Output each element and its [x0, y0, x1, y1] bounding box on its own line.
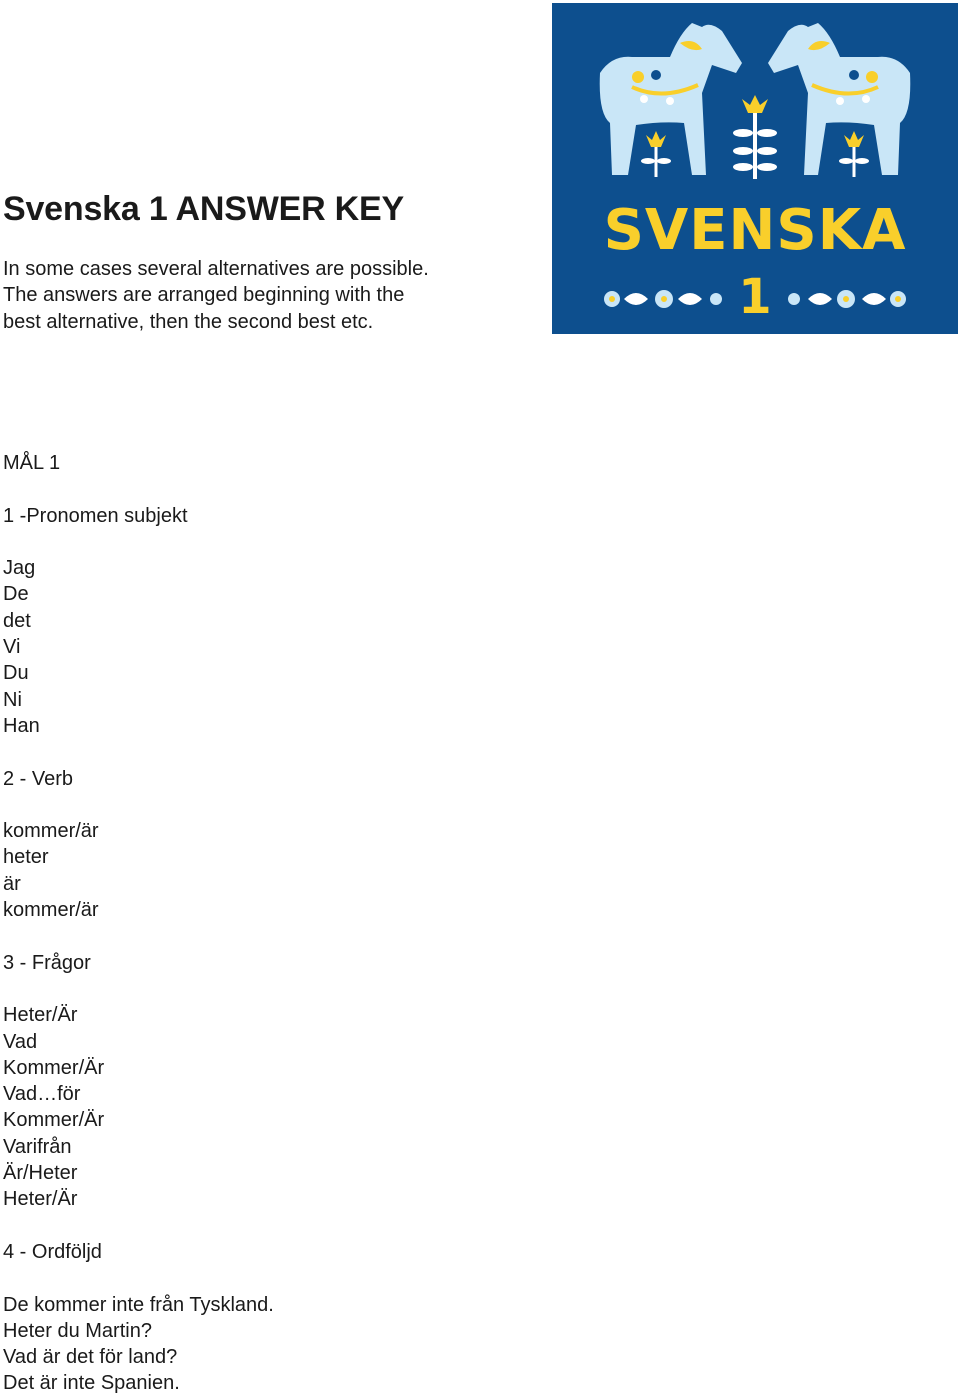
small-flower-icon	[641, 131, 671, 177]
section-heading: 4 - Ordföljd	[3, 1240, 102, 1263]
page-title: Svenska 1 ANSWER KEY	[3, 190, 404, 228]
intro-line: The answers are arranged beginning with the	[3, 284, 405, 307]
answer-item: De	[3, 583, 29, 606]
left-dala-horse-icon	[600, 23, 742, 175]
answer-item: heter	[3, 846, 49, 869]
section-heading: 2 - Verb	[3, 767, 74, 790]
answer-item: kommer/är	[3, 820, 99, 843]
intro-paragraph	[3, 256, 523, 335]
answer-item: Är/Heter	[3, 1162, 78, 1185]
answer-item: Vad…för	[3, 1083, 81, 1106]
center-flower-icon	[733, 95, 777, 179]
intro-line: In some cases several alternatives are possible.	[3, 258, 429, 280]
answer-item: Heter du Martin?	[3, 1319, 152, 1342]
goal-heading: MÅL 1	[3, 452, 61, 474]
answer-item: Heter/Är	[3, 1004, 78, 1027]
answer-item: Heter/Är	[3, 1188, 78, 1211]
logo-wordmark: SVENSKA	[603, 198, 907, 263]
answer-item: är	[3, 872, 21, 895]
answer-item: Det är inte Spanien.	[3, 1372, 180, 1395]
answer-item: Vad	[3, 1030, 38, 1053]
small-flower-icon	[839, 131, 869, 177]
logo-number: 1	[738, 269, 772, 325]
answer-item: det	[3, 609, 31, 632]
answer-item: Du	[3, 662, 29, 685]
answer-item: De kommer inte från Tyskland.	[3, 1293, 274, 1316]
answer-item: Vad är det för land?	[3, 1346, 178, 1369]
section-heading: 1 -Pronomen subjekt	[3, 504, 188, 527]
answer-item: Varifrån	[3, 1135, 72, 1158]
answer-item: Kommer/Är	[3, 1056, 105, 1079]
answer-content	[3, 450, 274, 1397]
svenska-logo	[552, 3, 958, 334]
answer-item: kommer/är	[3, 899, 99, 922]
answer-item: Ni	[3, 688, 22, 711]
section-heading: 3 - Frågor	[3, 951, 91, 974]
intro-line: best alternative, then the second best etc.	[3, 310, 374, 333]
answer-item: Han	[3, 714, 40, 737]
right-dala-horse-icon	[768, 23, 910, 175]
answer-item: Vi	[3, 636, 21, 659]
answer-item: Kommer/Är	[3, 1109, 105, 1132]
answer-item: Jag	[3, 557, 36, 580]
